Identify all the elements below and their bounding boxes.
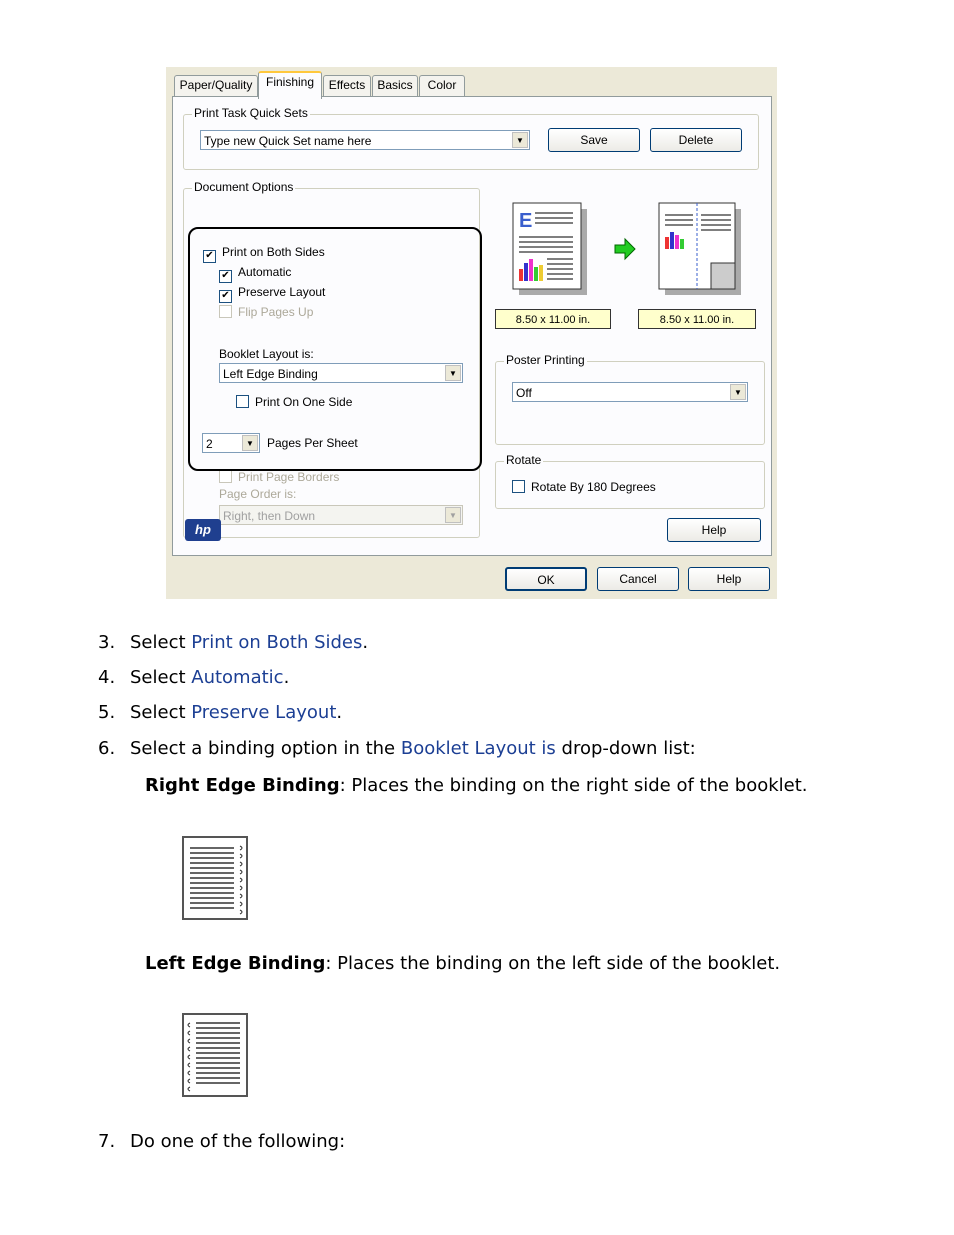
ok-button[interactable]: OK [505, 567, 587, 591]
step-number: 3. [98, 632, 116, 653]
rotate-180-label: Rotate By 180 Degrees [531, 480, 656, 494]
chevron-down-icon[interactable]: ▼ [512, 132, 528, 148]
automatic-label: Automatic [238, 265, 292, 279]
ui-term-link: Booklet Layout is [400, 738, 556, 759]
quick-set-combo[interactable] [200, 130, 530, 150]
quick-sets-group [183, 106, 759, 170]
highlight-frame [188, 227, 482, 471]
print-page-borders-label: Print Page Borders [238, 470, 340, 484]
preserve-layout-label: Preserve Layout [238, 285, 326, 299]
delete-button[interactable]: Delete [650, 128, 742, 152]
checkmark-icon: ✔ [219, 290, 232, 303]
poster-printing-label: Poster Printing [506, 353, 585, 367]
document-options-label: Document Options [194, 180, 294, 194]
step-text: Select a binding option in the [130, 738, 401, 759]
step-text: Select [130, 667, 192, 688]
save-button[interactable]: Save [548, 128, 640, 152]
right-binding-booklet-icon [182, 836, 248, 920]
booklet-layout-value: Left Edge Binding [223, 367, 318, 381]
chevron-down-icon: ▼ [445, 507, 461, 523]
step-number: 6. [98, 738, 116, 759]
right-binding-description [145, 775, 808, 797]
print-one-side-label: Print On One Side [255, 395, 353, 409]
layout-preview-graphic [503, 197, 763, 312]
step-number: 5. [98, 702, 116, 723]
step-number: 7. [98, 1131, 116, 1152]
page-order-select [219, 505, 463, 525]
chevron-down-icon[interactable]: ▼ [242, 435, 258, 451]
left-binding-booklet-icon [182, 1013, 248, 1097]
left-binding-term: Left Edge Binding [145, 953, 326, 974]
pages-per-sheet-label: Pages Per Sheet [267, 436, 358, 450]
page-order-label: Page Order is: [219, 487, 297, 501]
step-text: drop-down list: [555, 738, 696, 759]
step-text: Select [130, 632, 192, 653]
tab-paper-quality[interactable]: Paper/Quality [174, 75, 258, 96]
step-text: . [336, 702, 343, 723]
poster-printing-group [495, 353, 765, 445]
svg-text:E: E [519, 210, 533, 232]
poster-printing-select[interactable] [512, 382, 748, 402]
tab-effects[interactable]: Effects [323, 75, 371, 96]
rotate-label: Rotate [506, 453, 542, 467]
ui-term-link: Print on Both Sides [191, 632, 363, 653]
right-binding-text: : Places the binding on the right side of the booklet. [339, 775, 808, 796]
print-page-borders-checkbox [219, 470, 339, 484]
help-inner-button[interactable]: Help [667, 518, 761, 542]
output-size-label: 8.50 x 11.00 in. [638, 309, 756, 329]
flip-pages-up-label: Flip Pages Up [238, 305, 314, 319]
tab-color[interactable]: Color [419, 75, 465, 96]
step-text: . [283, 667, 290, 688]
rotate-group [495, 453, 765, 509]
left-binding-text: : Places the binding on the left side of the booklet. [325, 953, 781, 974]
cancel-button[interactable]: Cancel [597, 567, 679, 591]
booklet-layout-label: Booklet Layout is: [219, 347, 314, 361]
pages-per-sheet-value: 2 [206, 437, 213, 451]
quick-set-value: Type new Quick Set name here [204, 134, 372, 148]
print-both-sides-label: Print on Both Sides [222, 245, 325, 259]
chevron-down-icon[interactable]: ▼ [445, 365, 461, 381]
tab-basics[interactable]: Basics [372, 75, 418, 96]
page-order-value: Right, then Down [223, 509, 316, 523]
step-text: Do one of the following: [130, 1131, 346, 1152]
rotate-180-checkbox[interactable] [512, 480, 656, 494]
step-number: 4. [98, 667, 116, 688]
ui-term-link: Automatic [191, 667, 284, 688]
step-text: Select [130, 702, 192, 723]
ui-term-link: Preserve Layout [191, 702, 337, 723]
step-text: . [362, 632, 369, 653]
printer-properties-dialog [166, 67, 777, 599]
left-binding-description [145, 953, 780, 975]
source-size-label: 8.50 x 11.00 in. [495, 309, 611, 329]
help-button[interactable]: Help [688, 567, 770, 591]
chevron-down-icon[interactable]: ▼ [730, 384, 746, 400]
poster-printing-value: Off [516, 386, 532, 400]
right-binding-term: Right Edge Binding [145, 775, 340, 796]
hp-logo: hp [185, 519, 221, 541]
tab-finishing[interactable]: Finishing [258, 71, 322, 99]
checkmark-icon: ✔ [203, 250, 216, 263]
quick-sets-label: Print Task Quick Sets [194, 106, 308, 120]
checkmark-icon: ✔ [219, 270, 232, 283]
finishing-tab-panel [172, 96, 772, 556]
